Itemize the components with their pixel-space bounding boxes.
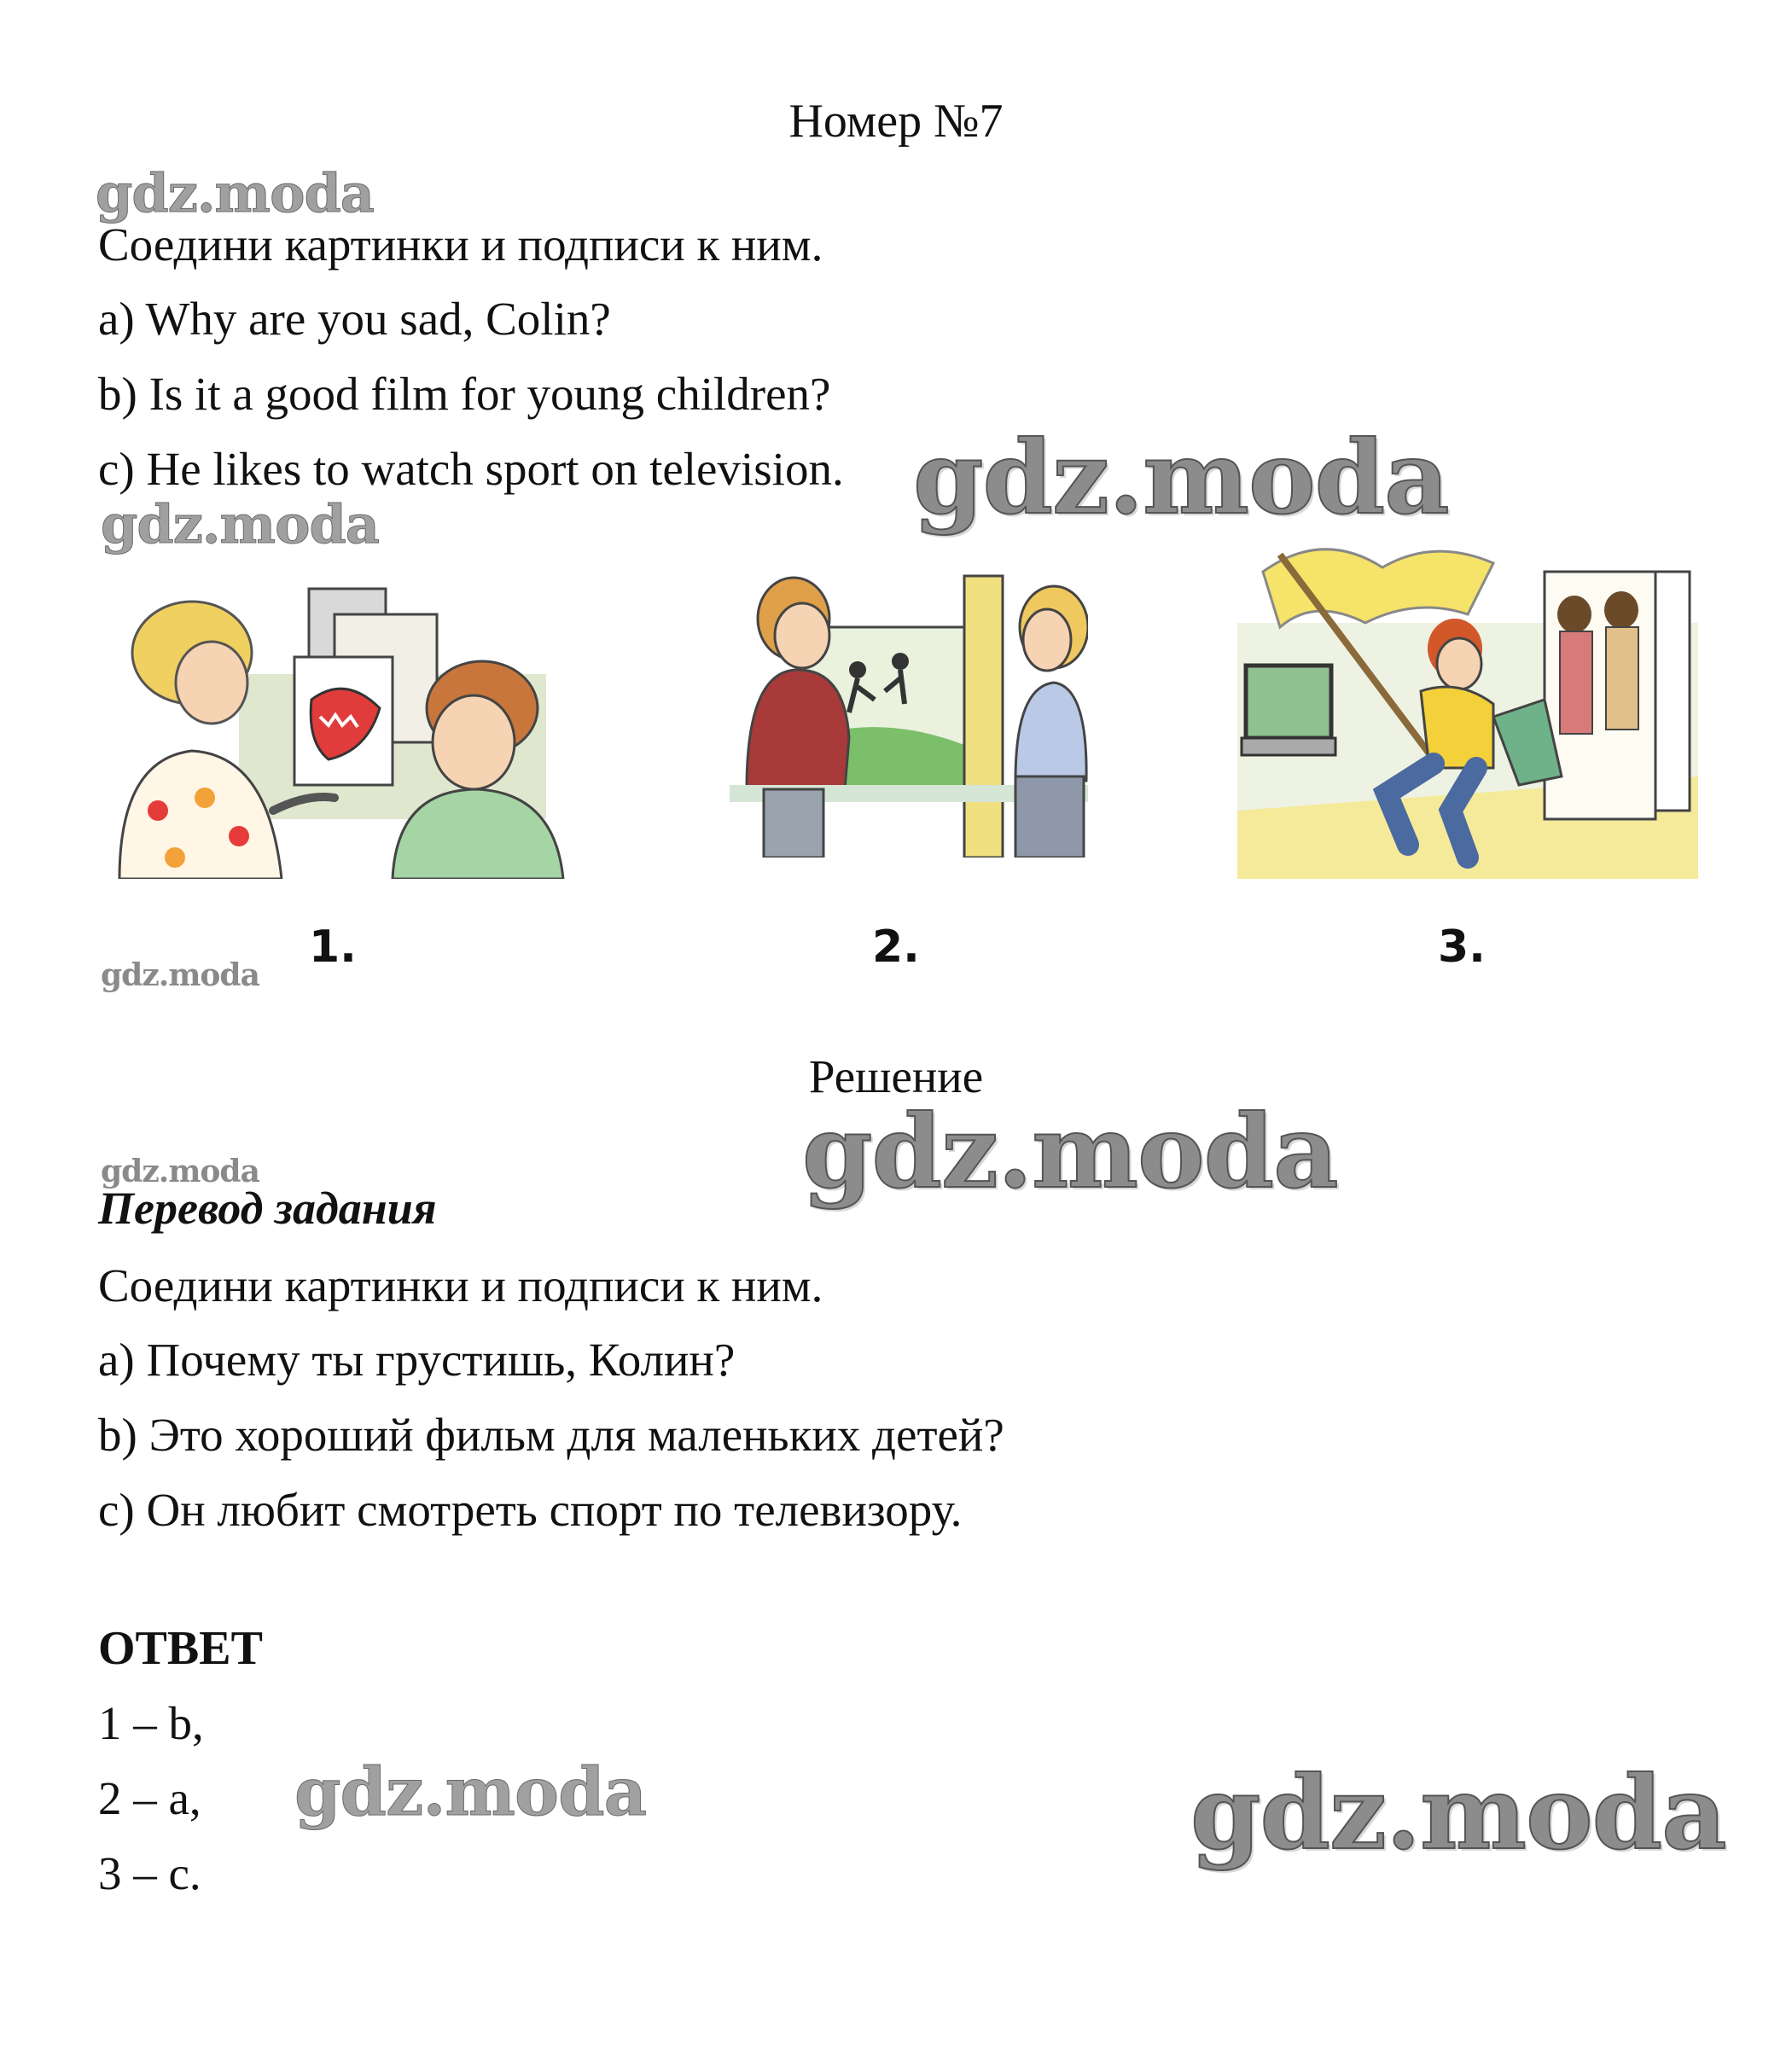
boy-girl-window-illustration [730,567,1088,858]
cinema-poster-women-illustration [111,580,572,879]
picture-number-1: 1. [309,922,357,973]
page-title: Номер №7 [788,95,1004,148]
answer-heading: ОТВЕТ [98,1622,263,1675]
translation-item-b: b) Это хороший фильм для маленьких детей? [98,1409,1004,1461]
watermark: gdz.moda [101,957,259,993]
picture-number-3: 3. [1438,922,1486,973]
watermark: gdz.moda [913,418,1449,537]
picture-number-2: 2. [872,922,920,973]
translation-item-a: а) Почему ты грустишь, Колин? [98,1334,736,1386]
watermark: gdz.moda [802,1092,1338,1211]
boy-flag-tv-illustration [1237,520,1698,879]
watermark: gdz.moda [1190,1753,1726,1872]
solution-heading: Решение [808,1050,984,1102]
task-instruction: Соедини картинки и подписи к ним. [98,218,823,270]
watermark: gdz.moda [294,1753,647,1831]
watermark: gdz.moda [101,493,379,555]
task-item-c: c) He likes to watch sport on television. [98,443,844,495]
translation-heading: Перевод задания [98,1183,437,1234]
answer-line-3: 3 – c. [98,1847,201,1899]
translation-instruction: Соедини картинки и подписи к ним. [98,1259,823,1311]
watermark: gdz.moda [96,162,374,224]
task-item-b: b) Is it a good film for young children? [98,368,831,420]
task-item-a: a) Why are you sad, Colin? [98,293,611,345]
watermark: gdz.moda [101,1154,259,1189]
answer-line-1: 1 – b, [98,1697,204,1749]
translation-item-c: с) Он любит смотреть спорт по телевизору. [98,1484,963,1536]
answer-line-2: 2 – a, [98,1772,201,1824]
